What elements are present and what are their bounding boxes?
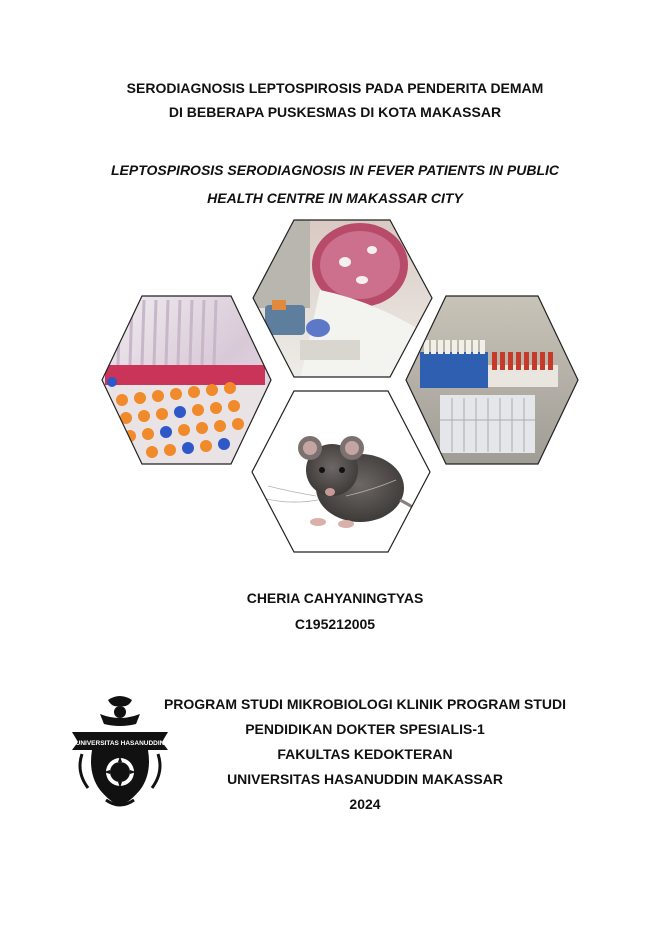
year: 2024 <box>349 796 381 812</box>
author-name: CHERIA CAHYANINGTYAS <box>246 590 424 606</box>
faculty-line: FAKULTAS KEDOKTERAN <box>277 746 453 762</box>
title-en-line-1: LEPTOSPIROSIS SERODIAGNOSIS IN FEVER PATIENTS IN PUBLIC <box>110 162 560 178</box>
institution-block <box>140 692 590 817</box>
test-tubes-rack-photo <box>404 294 580 466</box>
author-block <box>0 585 670 637</box>
title-id-line-2: DI BEBERAPA PUSKESMAS DI KOTA MAKASSAR <box>168 104 502 120</box>
student-id: C195212005 <box>294 616 376 632</box>
logo-text: UNIVERSITAS HASANUDDIN <box>75 740 165 747</box>
microplate-pipette-photo <box>100 294 275 467</box>
university-line: UNIVERSITAS HASANUDDIN MAKASSAR <box>227 771 503 787</box>
title-en-line-2: HEALTH CENTRE IN MAKASSAR CITY <box>207 190 463 206</box>
lab-researcher-photo <box>250 218 436 380</box>
rat-photo <box>250 389 445 555</box>
title-id-line-1: SERODIAGNOSIS LEPTOSPIROSIS PADA PENDERITA DEMAM <box>126 80 544 96</box>
program-line-1: PROGRAM STUDI MIKROBIOLOGI KLINIK PROGRAM STUDI <box>163 696 567 712</box>
program-line-2: PENDIDIKAN DOKTER SPESIALIS-1 <box>245 721 485 737</box>
